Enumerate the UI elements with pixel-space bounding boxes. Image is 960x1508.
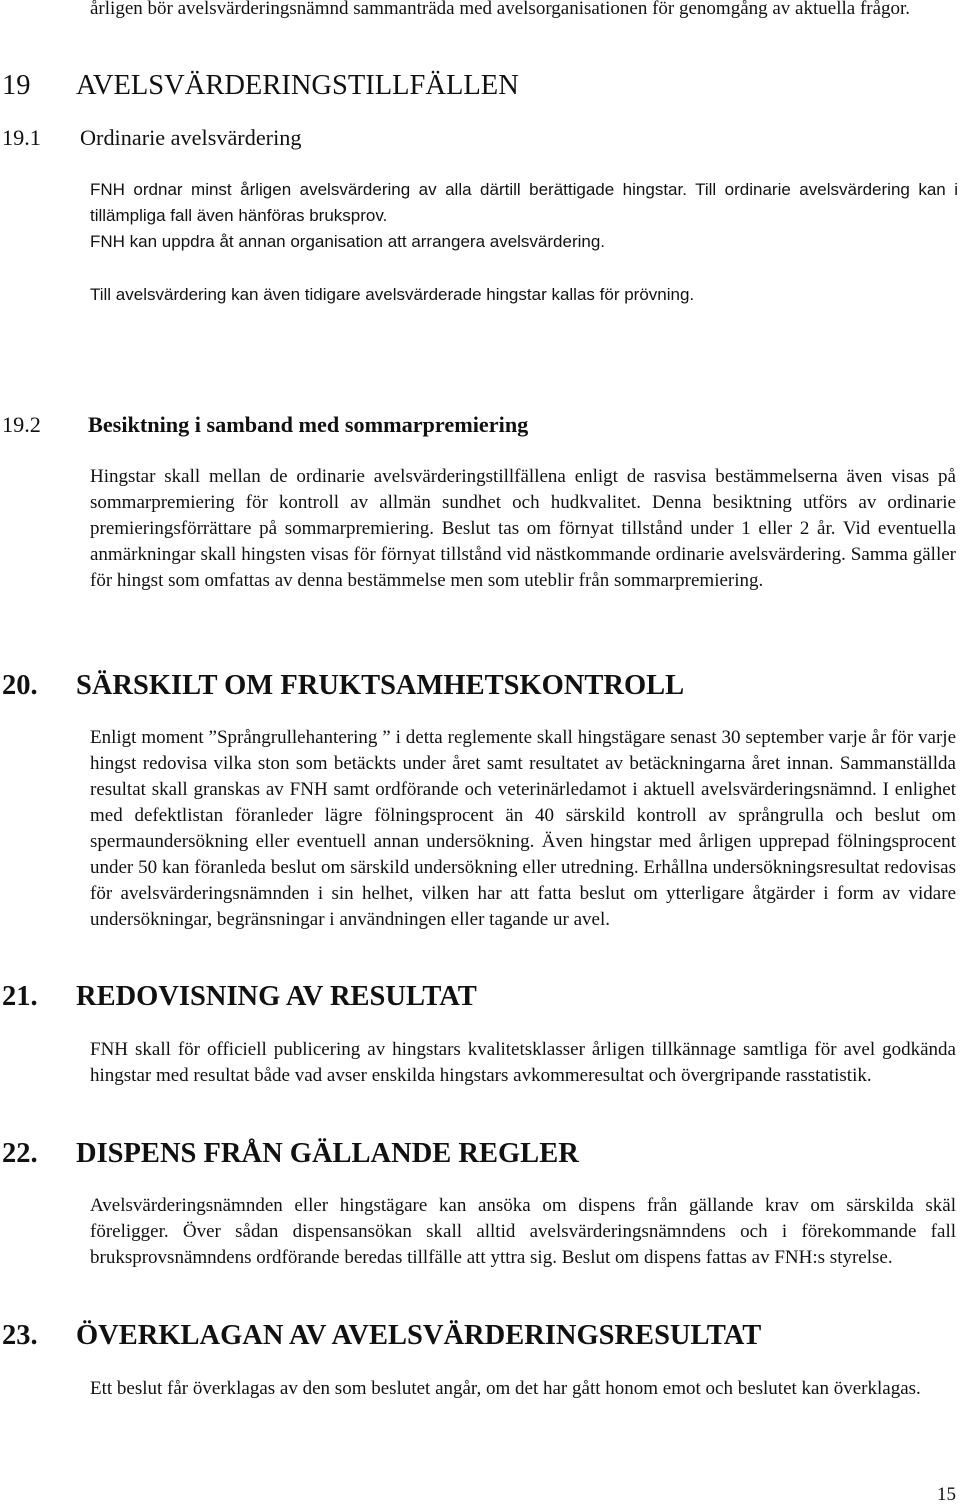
section-23-number: 23. [2,1320,38,1351]
section-19-1-title: Ordinarie avelsvärdering [80,125,302,150]
section-19-1-heading [2,125,301,151]
section-19-2-heading [2,412,528,438]
section-22-number: 22. [2,1138,38,1169]
section-19-number: 19 [2,70,31,101]
section-21-number: 21. [2,981,38,1012]
intro-paragraph: årligen bör avelsvärderingsnämnd sammanträda med avelsorganisationen för genomgång av aktuella frågor. [90,0,911,19]
section-20-heading [2,670,685,701]
section-23-title: ÖVERKLAGAN AV AVELSVÄRDERINGSRESULTAT [76,1320,762,1351]
section-19-1-number: 19.1 [2,125,41,150]
section-19-2-paragraph: Hingstar skall mellan de ordinarie avelsvärderingstillfällena enligt de rasvisa bestämmelserna även visas på sommarpremiering för kontroll av allmän sundhet och hudkvalitet. Denna besiktning utförs av ordinarie premieringsförrättare på sommarpremiering. Beslut tas om förnyat tillstånd under 1 eller 2 år. Vid eventuella anmärkningar skall hingsten visas för förnyat tillstånd vid nästkommande ordinarie avelsvärdering. Samma gäller för hingst som omfattas av denna bestämmelse men som uteblir från sommarpremiering. [90,466,956,591]
section-22-heading [2,1138,579,1169]
section-23-heading [2,1320,762,1351]
section-19-1-paragraph-1-line3: FNH kan uppdra åt annan organisation att arrangera avelsvärdering. [90,232,606,251]
section-19-title: AVELSVÄRDERINGSTILLFÄLLEN [76,70,519,101]
section-22-title: DISPENS FRÅN GÄLLANDE REGLER [76,1138,579,1169]
section-20-number: 20. [2,670,38,701]
section-21-title: REDOVISNING AV RESULTAT [76,981,477,1012]
section-20-paragraph: Enligt moment ”Språngrullehantering ” i detta reglemente skall hingstägare senast 30 september varje år för varje hingst redovisa vilka ston som betäckts under året samt resultatet av betäckningarna året innan. Sammanställda resultat skall granskas av FNH samt ordförande och veterinärledamot i aktuell avelsvärderingsnämnd. I enlighet med defektlistan föranleder lägre fölningsprocent än 40 särskild kontroll av språngrulla och beslut om spermaundersökning eller eventuell annan undersökning. Även hingstar med årligen upprepad fölningsprocent under 50 kan föranleda beslut om särskild undersökning eller utredning. Erhållna undersökningsresultat redovisas för avelsvärderingsnämnden i sin helhet, vilken har att fatta beslut om ytterligare åtgärder i form av vidare undersökningar, begränsningar i användningen eller tagande ur avel. [90,727,956,930]
section-21-heading [2,981,477,1012]
section-19-2-number: 19.2 [2,412,41,437]
section-22-paragraph: Avelsvärderingsnämnden eller hingstägare kan ansöka om dispens från gällande krav om särskilda skäl föreligger. Över sådan dispensansökan skall alltid avelsvärderingsnämndens och i förekommande fall bruksprovsnämndens ordförande beredas tillfälle att yttra sig. Beslut om dispens fattas av FNH:s styrelse. [90,1195,956,1268]
page-number: 15 [937,1484,956,1505]
section-19-heading [2,70,519,101]
section-19-1-paragraph-2: Till avelsvärdering kan även tidigare avelsvärderade hingstar kallas för prövning. [90,285,695,304]
section-21-paragraph: FNH skall för officiell publicering av hingstars kvalitetsklasser årligen tillkännage samtliga för avel godkända hingstar med resultat både vad avser enskilda hingstars avkommeresultat och övergripande rasstatistik. [90,1039,956,1086]
section-23-paragraph: Ett beslut får överklagas av den som beslutet angår, om det har gått honom emot och beslutet kan överklagas. [90,1378,921,1399]
section-19-2-title: Besiktning i samband med sommarpremiering [88,412,529,437]
section-20-title: SÄRSKILT OM FRUKTSAMHETSKONTROLL [76,670,685,701]
section-19-1-paragraph-1: FNH ordnar minst årligen avelsvärdering av alla därtill berättigade hingstar. Till ordinarie avelsvärdering kan i tillämpliga fall även hänföras bruksprov. [90,180,958,225]
